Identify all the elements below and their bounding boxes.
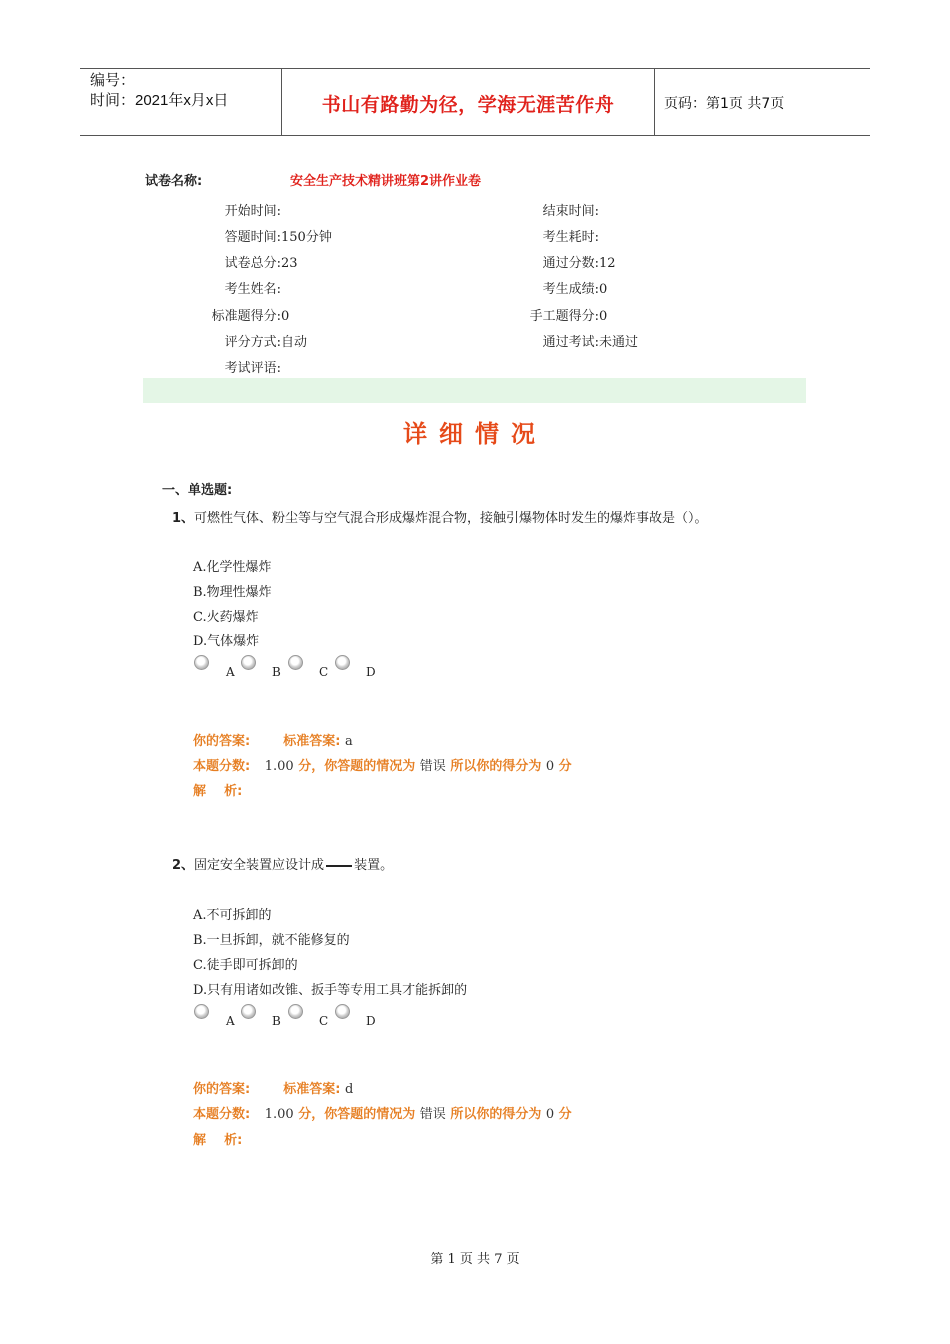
info-label: 通过考试: [542, 335, 599, 350]
question-1-option-d: D.气体爆炸 [193, 634, 260, 649]
score-unit: 分 [558, 1107, 572, 1122]
paper-name-label: 试卷名称: [145, 174, 203, 189]
choice-d[interactable] [335, 1004, 350, 1019]
score-label: 本题分数: [193, 1107, 251, 1122]
info-right-end-time [457, 200, 599, 219]
info-left-comment [141, 357, 281, 376]
result-value: 错误 [419, 759, 446, 774]
info-label: 考生耗时: [542, 230, 599, 245]
choice-label: C [319, 1014, 329, 1028]
fill-blank [326, 864, 352, 867]
question-2-choices [194, 1004, 394, 1032]
header-bottom-rule [80, 135, 870, 136]
score-value: 1.00 [264, 1107, 294, 1122]
choice-b[interactable] [241, 1004, 256, 1019]
question-1-option-b: B.物理性爆炸 [193, 585, 272, 600]
choice-label: B [272, 1014, 281, 1028]
info-label: 考生成绩: [542, 282, 599, 297]
header-divider-2 [654, 68, 655, 136]
choice-label: D [366, 1014, 376, 1028]
radio-button[interactable] [335, 1004, 350, 1019]
info-left-answer-time [141, 226, 332, 245]
question-2-analysis: 解 析: [193, 1133, 243, 1148]
radio-button[interactable] [241, 655, 256, 670]
info-right-passed [457, 331, 638, 350]
info-value: 0 [599, 309, 608, 324]
score-mid: 分，你答题的情况为 [298, 1107, 416, 1122]
choice-a[interactable] [194, 655, 209, 670]
info-label: 结束时间: [542, 204, 599, 219]
score-tail-label: 所以你的得分为 [450, 1107, 542, 1122]
info-label: 考试评语: [224, 361, 281, 376]
info-value: 自动 [281, 335, 308, 350]
info-label: 答题时间: [224, 230, 281, 245]
info-value: 23 [281, 256, 298, 271]
choice-label: C [319, 665, 329, 679]
score-label: 本题分数: [193, 759, 251, 774]
radio-button[interactable] [194, 1004, 209, 1019]
info-label: 评分方式: [224, 335, 281, 350]
standard-answer-label: 标准答案: [283, 734, 341, 749]
info-left-standard-score [141, 305, 289, 324]
choice-label: A [226, 1014, 235, 1028]
info-value: 12 [599, 256, 616, 271]
info-left-total-score [141, 252, 298, 271]
score-value: 1.00 [264, 759, 294, 774]
info-value: 未通过 [599, 335, 639, 350]
header-motto: 书山有路勤为径，学海无涯苦作舟 [321, 94, 615, 116]
question-text-after: 装置。 [354, 858, 394, 873]
question-number: 1、 [172, 511, 195, 526]
page-footer: 第 1 页 共 7 页 [430, 1252, 520, 1267]
question-1-answer-line [193, 730, 353, 749]
info-label: 标准题得分: [211, 309, 281, 324]
standard-answer: a [345, 734, 353, 749]
info-right-pass-score [457, 252, 616, 271]
question-2-option-a: A.不可拆卸的 [193, 908, 272, 923]
paper-name: 安全生产技术精讲班第2讲作业卷 [290, 174, 482, 189]
choice-a[interactable] [194, 1004, 209, 1019]
info-label: 通过分数: [542, 256, 599, 271]
standard-answer: d [345, 1082, 354, 1097]
choice-c[interactable] [288, 1004, 303, 1019]
part-title: 一、单选题: [162, 483, 233, 498]
info-label: 手工题得分: [529, 309, 599, 324]
info-left-grading-method [141, 331, 307, 350]
info-value: 0 [281, 309, 290, 324]
score-tail-label: 所以你的得分为 [450, 759, 542, 774]
choice-label: D [366, 665, 376, 679]
result-value: 错误 [419, 1107, 446, 1122]
radio-button[interactable] [288, 1004, 303, 1019]
radio-button[interactable] [241, 1004, 256, 1019]
choice-c[interactable] [288, 655, 303, 670]
standard-answer-label: 标准答案: [283, 1082, 341, 1097]
your-answer-label: 你的答案: [193, 734, 251, 749]
question-text: 可燃性气体、粉尘等与空气混合形成爆炸混合物，接触引爆物体时发生的爆炸事故是（）。 [194, 511, 708, 526]
score-mid: 分，你答题的情况为 [298, 759, 416, 774]
question-2-option-c: C.徒手即可拆卸的 [193, 958, 298, 973]
score-unit: 分 [558, 759, 572, 774]
question-1-option-c: C.火药爆炸 [193, 610, 259, 625]
question-text: 固定安全装置应设计成 [194, 858, 325, 873]
info-left-candidate-name [141, 278, 281, 297]
info-right-result-score [457, 278, 607, 297]
header-time: 时间：2021年x月x日 [90, 92, 229, 109]
info-label: 试卷总分: [224, 256, 281, 271]
radio-button[interactable] [288, 655, 303, 670]
header-page-info: 页码：第1页 共7页 [664, 96, 785, 112]
question-2-option-b: B.一旦拆卸，就不能修复的 [193, 933, 350, 948]
question-1-analysis: 解 析: [193, 784, 243, 799]
choice-label: A [226, 665, 235, 679]
question-1-choices [194, 655, 394, 683]
info-label: 考生姓名: [224, 282, 281, 297]
info-label: 开始时间: [224, 204, 281, 219]
question-number: 2、 [172, 858, 195, 873]
question-1-option-a: A.化学性爆炸 [193, 560, 272, 575]
info-right-manual-score [457, 305, 607, 324]
info-separator-band [143, 378, 806, 403]
choice-label: B [272, 665, 281, 679]
question-2-option-d: D.只有用诸如改锥、扳手等专用工具才能拆卸的 [193, 983, 468, 998]
question-1-stem [172, 507, 708, 526]
question-1-score-line [193, 755, 572, 774]
question-2-stem [172, 854, 393, 873]
radio-button[interactable] [194, 655, 209, 670]
got-score: 0 [545, 759, 555, 774]
got-score: 0 [545, 1107, 555, 1122]
radio-button[interactable] [335, 655, 350, 670]
your-answer-label: 你的答案: [193, 1082, 251, 1097]
details-title: 详细情况 [403, 420, 547, 448]
info-value: 0 [599, 282, 608, 297]
info-left-start-time [141, 200, 281, 219]
header-top-rule [80, 68, 870, 69]
header-number: 编号： [90, 72, 136, 89]
info-value: 150分钟 [281, 230, 332, 245]
question-2-answer-line [193, 1078, 353, 1097]
question-2-score-line [193, 1103, 572, 1122]
choice-b[interactable] [241, 655, 256, 670]
choice-d[interactable] [335, 655, 350, 670]
info-right-elapsed [457, 226, 599, 245]
